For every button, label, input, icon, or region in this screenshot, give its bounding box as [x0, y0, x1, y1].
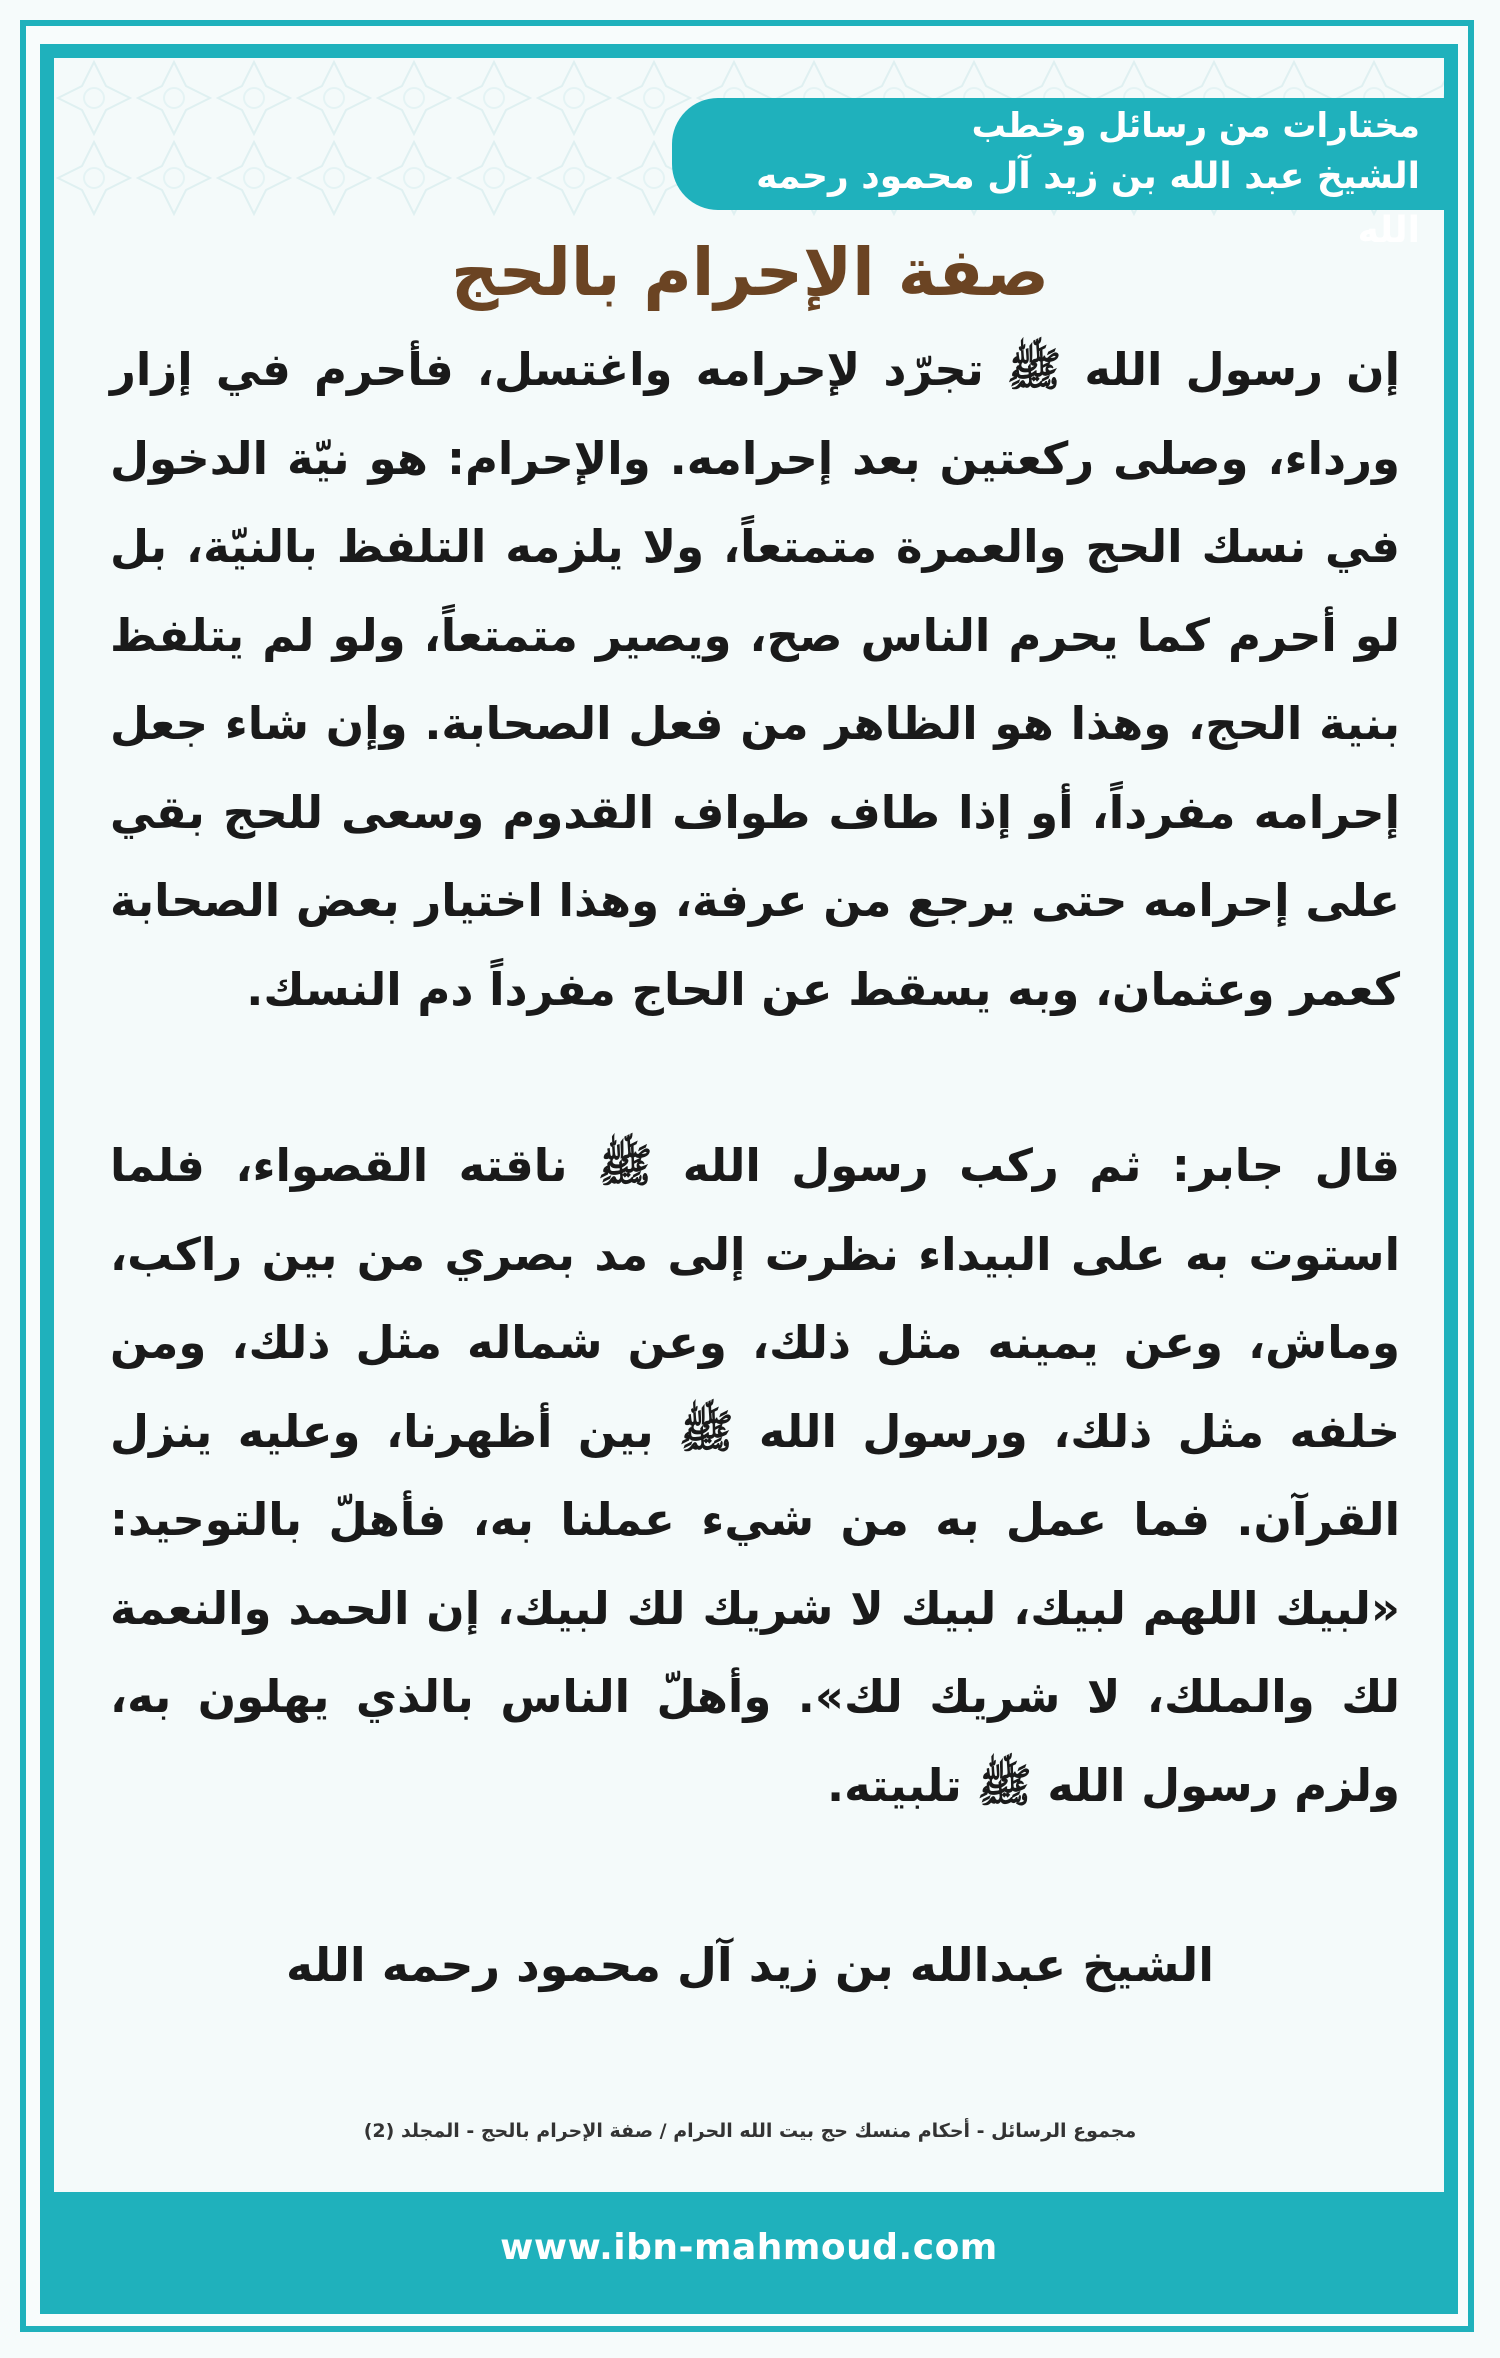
website-link[interactable]: www.ibn-mahmoud.com: [500, 2227, 998, 2268]
footer-banner: [54, 2192, 1444, 2304]
source-citation: مجموع الرسائل - أحكام منسك حج بيت الله الحرام / صفة الإحرام بالحج - المجلد (2): [363, 2120, 1137, 2142]
header-banner: [672, 98, 1458, 251]
paragraph-jabir: قال جابر: ثم ركب رسول الله ﷺ ناقته القصواء، فلما استوت به على البيداء نظرت إلى مد بصري من بين راكب، وماش، وعن يمينه مثل ذلك، وعن شماله مثل ذلك، ومن خلفه مثل ذلك، ورسول الله ﷺ بين أظهرنا، وعليه ينزل القرآن. فما عمل به من شيء عملنا به، فأهلّ بالتوحيد: «لبيك اللهم لبيك، لبيك لا شريك لك لبيك، إن الحمد والنعمة لك والملك، لا شريك لك». وأهلّ الناس بالذي يهلون به، ولزم رسول الله ﷺ تلبيته.: [110, 1139, 1400, 1812]
article-body: [110, 326, 1400, 1830]
paragraph-ihram: إن رسول الله ﷺ تجرّد لإحرامه واغتسل، فأحرم في إزار ورداء، وصلى ركعتين بعد إحرامه. والإحرام: هو نيّة الدخول في نسك الحج والعمرة متمتعاً، ولا يلزمه التلفظ بالنيّة، بل لو أحرم كما يحرم الناس صح، ويصير متمتعاً، ولو لم يتلفظ بنية الحج، وهذا هو الظاهر من فعل الصحابة. وإن شاء جعل إحرامه مفرداً، أو إذا طاف طواف القدوم وسعى للحج بقي على إحرامه حتى يرجع من عرفة، وهذا اختيار بعض الصحابة كعمر وعثمان، وبه يسقط عن الحاج مفرداً دم النسك.: [110, 343, 1400, 1016]
author-signature: الشيخ عبدالله بن زيد آل محمود رحمه الله: [285, 1938, 1215, 1992]
page-title: صفة الإحرام بالحج: [450, 234, 1050, 311]
paragraph-spacer: [110, 1034, 1400, 1122]
header-author-name: الشيخ عبد الله بن زيد آل محمود رحمه الله: [756, 156, 1420, 251]
header-series-title: مختارات من رسائل وخطب: [971, 106, 1420, 146]
